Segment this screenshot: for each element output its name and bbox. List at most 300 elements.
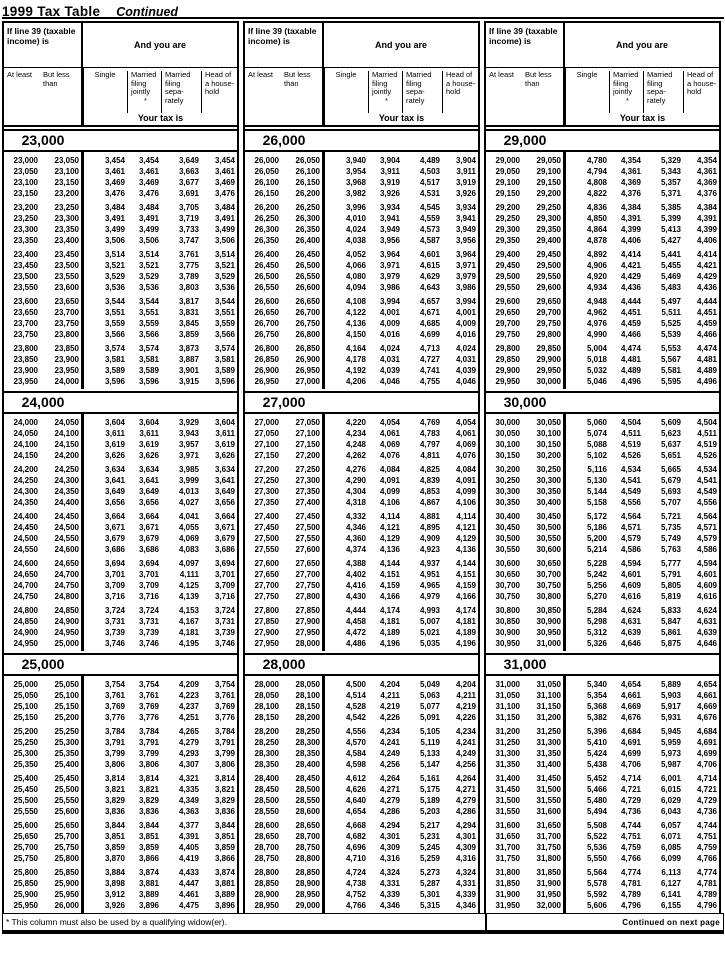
tax-married-separate: 5,903 <box>660 691 681 700</box>
tax-married-joint: 4,616 <box>620 592 641 601</box>
table-row <box>486 784 719 795</box>
tax-single: 4,276 <box>345 465 366 474</box>
table-row <box>486 213 719 224</box>
tax-married-separate: 5,749 <box>660 534 681 543</box>
income-at-least: 25,150 <box>13 713 38 722</box>
section-rows <box>486 152 719 389</box>
tax-head-household: 4,564 <box>696 512 717 521</box>
tax-married-joint: 4,399 <box>620 225 641 234</box>
tax-married-separate: 4,181 <box>178 628 199 637</box>
tax-married-joint: 4,654 <box>620 680 641 689</box>
income-at-least: 26,800 <box>254 344 279 353</box>
income-less-than: 27,150 <box>295 440 320 449</box>
income-at-least: 29,800 <box>495 344 520 353</box>
tax-head-household: 3,544 <box>214 297 235 306</box>
col-header-single: Single <box>335 70 357 79</box>
tax-married-separate: 5,203 <box>419 807 440 816</box>
income-at-least: 30,250 <box>495 476 520 485</box>
income-less-than: 26,650 <box>295 297 320 306</box>
tax-single: 4,822 <box>586 189 607 198</box>
group-sections <box>4 129 237 913</box>
row-block <box>486 726 719 770</box>
income-less-than: 25,100 <box>54 691 79 700</box>
tax-married-separate: 5,245 <box>419 843 440 852</box>
table-row <box>486 591 719 602</box>
tax-married-separate: 4,699 <box>419 330 440 339</box>
tax-head-household: 4,196 <box>455 639 476 648</box>
income-at-least: 31,050 <box>495 691 520 700</box>
tax-married-separate: 5,693 <box>660 487 681 496</box>
tax-head-household: 3,484 <box>214 203 235 212</box>
tax-married-separate: 5,217 <box>419 821 440 830</box>
row-block <box>4 343 237 387</box>
section-banner-label: 27,000 <box>262 394 306 410</box>
table-row <box>486 900 719 911</box>
tax-single: 5,536 <box>586 843 607 852</box>
row-block <box>486 605 719 649</box>
tax-head-household: 4,759 <box>696 843 717 852</box>
table-row <box>4 260 237 271</box>
tax-married-joint: 3,829 <box>138 796 159 805</box>
income-less-than: 24,150 <box>54 440 79 449</box>
section-banner <box>4 391 237 414</box>
income-at-least: 30,000 <box>495 418 520 427</box>
income-less-than: 31,850 <box>536 868 561 877</box>
tax-married-joint: 4,279 <box>379 796 400 805</box>
income-less-than: 27,050 <box>295 418 320 427</box>
income-at-least: 23,550 <box>13 283 38 292</box>
income-at-least: 28,850 <box>254 879 279 888</box>
tax-single: 3,754 <box>104 680 125 689</box>
tax-head-household: 4,054 <box>455 418 476 427</box>
tax-single: 5,494 <box>586 807 607 816</box>
table-row <box>4 166 237 177</box>
income-at-least: 23,050 <box>13 167 38 176</box>
tax-married-joint: 4,039 <box>379 366 400 375</box>
table-row <box>4 249 237 260</box>
income-less-than: 29,300 <box>536 214 561 223</box>
tax-single: 5,172 <box>586 512 607 521</box>
tax-married-separate: 5,007 <box>419 617 440 626</box>
income-less-than: 30,600 <box>536 545 561 554</box>
tax-married-separate: 5,063 <box>419 691 440 700</box>
table-row <box>4 679 237 690</box>
tax-head-household: 4,294 <box>455 821 476 830</box>
tax-head-household: 3,979 <box>455 272 476 281</box>
tax-head-household: 3,799 <box>214 749 235 758</box>
table-groups <box>2 21 724 913</box>
tax-married-separate: 4,097 <box>178 559 199 568</box>
income-at-least: 24,500 <box>13 534 38 543</box>
table-row <box>486 260 719 271</box>
tax-head-household: 3,994 <box>455 297 476 306</box>
tax-married-joint: 4,444 <box>620 297 641 306</box>
income-less-than: 26,700 <box>295 308 320 317</box>
tax-married-separate: 4,657 <box>419 297 440 306</box>
income-at-least: 31,200 <box>495 727 520 736</box>
tax-single: 3,619 <box>104 440 125 449</box>
tax-single: 3,551 <box>104 308 125 317</box>
income-at-least: 24,850 <box>13 617 38 626</box>
tax-head-household: 4,429 <box>696 272 717 281</box>
income-at-least: 26,400 <box>254 250 279 259</box>
tax-head-household: 4,361 <box>696 167 717 176</box>
income-less-than: 25,450 <box>54 774 79 783</box>
tax-head-household: 3,559 <box>214 319 235 328</box>
tax-married-joint: 3,679 <box>138 534 159 543</box>
income-less-than: 29,750 <box>536 319 561 328</box>
income-less-than: 26,300 <box>295 214 320 223</box>
tax-married-joint: 4,181 <box>379 617 400 626</box>
income-less-than: 29,150 <box>536 178 561 187</box>
tax-married-separate: 4,321 <box>178 774 199 783</box>
income-less-than: 26,600 <box>295 283 320 292</box>
tax-married-joint: 4,474 <box>620 344 641 353</box>
table-row <box>486 249 719 260</box>
tax-single: 4,752 <box>345 890 366 899</box>
tax-married-joint: 3,896 <box>138 901 159 910</box>
tax-married-separate: 4,223 <box>178 691 199 700</box>
tax-head-household: 4,279 <box>455 796 476 805</box>
section-banner <box>486 129 719 152</box>
tax-head-household: 4,159 <box>455 581 476 590</box>
tax-married-joint: 4,766 <box>620 854 641 863</box>
tax-married-separate: 5,049 <box>419 680 440 689</box>
tax-head-household: 3,769 <box>214 702 235 711</box>
table-row <box>245 831 478 842</box>
tax-married-joint: 4,174 <box>379 606 400 615</box>
tax-married-joint: 3,859 <box>138 843 159 852</box>
tax-married-joint: 4,264 <box>379 774 400 783</box>
income-at-least: 24,450 <box>13 523 38 532</box>
tax-head-household: 4,331 <box>455 879 476 888</box>
row-block <box>4 155 237 199</box>
table-row <box>4 605 237 616</box>
income-at-least: 24,200 <box>13 465 38 474</box>
tax-single: 4,010 <box>345 214 366 223</box>
tax-single: 3,679 <box>104 534 125 543</box>
tax-married-joint: 4,084 <box>379 465 400 474</box>
table-row <box>486 831 719 842</box>
tax-single: 3,604 <box>104 418 125 427</box>
tax-married-separate: 6,015 <box>660 785 681 794</box>
table-row <box>4 213 237 224</box>
continued-next-page-note: Continued on next page <box>622 917 720 927</box>
tax-married-joint: 3,889 <box>138 890 159 899</box>
tax-single: 4,710 <box>345 854 366 863</box>
income-less-than: 30,300 <box>536 476 561 485</box>
tax-married-separate: 3,789 <box>178 272 199 281</box>
income-less-than: 26,550 <box>295 272 320 281</box>
table-row <box>486 417 719 428</box>
tax-married-joint: 4,376 <box>620 189 641 198</box>
income-at-least: 26,850 <box>254 355 279 364</box>
income-at-least: 27,150 <box>254 451 279 460</box>
tax-single: 3,870 <box>104 854 125 863</box>
tax-married-joint: 3,469 <box>138 178 159 187</box>
income-at-least: 24,550 <box>13 545 38 554</box>
table-row <box>4 202 237 213</box>
tax-single: 3,559 <box>104 319 125 328</box>
tax-married-joint: 4,061 <box>379 429 400 438</box>
tax-married-separate: 4,783 <box>419 429 440 438</box>
table-row <box>4 318 237 329</box>
tax-married-joint: 3,949 <box>379 225 400 234</box>
tax-married-joint: 4,691 <box>620 738 641 747</box>
tax-single: 4,080 <box>345 272 366 281</box>
tax-head-household: 4,729 <box>696 796 717 805</box>
table-row <box>245 450 478 461</box>
tax-married-joint: 4,646 <box>620 639 641 648</box>
tax-married-joint: 4,729 <box>620 796 641 805</box>
table-row <box>486 296 719 307</box>
tax-single: 3,940 <box>345 156 366 165</box>
income-less-than: 24,550 <box>54 534 79 543</box>
table-row <box>486 464 719 475</box>
table-row <box>245 464 478 475</box>
tax-married-separate: 5,427 <box>660 236 681 245</box>
tax-married-separate: 5,287 <box>419 879 440 888</box>
income-less-than: 31,250 <box>536 727 561 736</box>
tax-head-household: 4,271 <box>455 785 476 794</box>
income-at-least: 30,150 <box>495 451 520 460</box>
table-row <box>245 627 478 638</box>
tax-married-joint: 3,881 <box>138 879 159 888</box>
income-less-than: 31,100 <box>536 691 561 700</box>
tax-head-household: 4,211 <box>456 691 476 700</box>
tax-single: 5,312 <box>586 628 607 637</box>
tax-single: 5,186 <box>586 523 607 532</box>
income-at-least: 30,350 <box>495 498 520 507</box>
income-at-least: 27,500 <box>254 534 279 543</box>
tax-married-separate: 5,581 <box>660 366 681 375</box>
tax-single: 3,656 <box>104 498 125 507</box>
tax-married-joint: 3,491 <box>138 214 159 223</box>
income-at-least: 26,500 <box>254 272 279 281</box>
tax-head-household: 3,701 <box>214 570 235 579</box>
tax-married-joint: 4,751 <box>620 832 641 841</box>
income-at-least: 31,100 <box>495 702 520 711</box>
tax-head-household: 4,129 <box>455 534 476 543</box>
tax-married-joint: 4,339 <box>379 890 400 899</box>
income-less-than: 31,750 <box>536 843 561 852</box>
table-row <box>245 296 478 307</box>
row-block <box>4 202 237 246</box>
tax-married-joint: 3,581 <box>138 355 159 364</box>
tax-head-household: 4,031 <box>455 355 476 364</box>
tax-married-joint: 4,241 <box>379 738 400 747</box>
tax-married-separate: 5,147 <box>419 760 440 769</box>
tax-single: 5,452 <box>586 774 607 783</box>
table-row <box>486 878 719 889</box>
table-row <box>4 343 237 354</box>
section-banner <box>4 129 237 152</box>
tax-single: 3,739 <box>104 628 125 637</box>
tax-married-separate: 4,951 <box>419 570 440 579</box>
tax-single: 4,150 <box>345 330 366 339</box>
table-row <box>4 842 237 853</box>
tax-married-joint: 4,211 <box>380 691 400 700</box>
tax-married-separate: 4,895 <box>419 523 440 532</box>
tax-head-household: 3,911 <box>456 167 476 176</box>
married-jointly-label: Married filing jointly <box>372 70 398 96</box>
tax-married-joint: 4,316 <box>379 854 400 863</box>
tax-married-joint: 4,676 <box>620 713 641 722</box>
income-less-than: 27,500 <box>295 523 320 532</box>
tax-single: 4,934 <box>586 283 607 292</box>
married-jointly-label: Married filing jointly <box>613 70 639 96</box>
tax-head-household: 4,001 <box>455 308 476 317</box>
income-at-least: 24,000 <box>13 418 38 427</box>
table-row <box>245 428 478 439</box>
tax-single: 3,491 <box>104 214 125 223</box>
income-less-than: 28,750 <box>295 843 320 852</box>
tax-married-separate: 4,111 <box>179 570 199 579</box>
tax-head-household: 3,724 <box>214 606 235 615</box>
income-less-than: 24,500 <box>54 523 79 532</box>
income-less-than: 25,150 <box>54 702 79 711</box>
tax-married-joint: 4,091 <box>379 476 400 485</box>
tax-married-joint: 3,709 <box>138 581 159 590</box>
tax-head-household: 3,776 <box>214 713 235 722</box>
tax-married-joint: 3,919 <box>379 178 400 187</box>
tax-head-household: 4,039 <box>455 366 476 375</box>
tax-married-separate: 3,733 <box>178 225 199 234</box>
group-header-top-row <box>4 23 237 68</box>
income-less-than: 23,700 <box>54 308 79 317</box>
income-at-least: 25,200 <box>13 727 38 736</box>
table-row <box>4 853 237 864</box>
tax-married-separate: 5,623 <box>660 429 681 438</box>
tax-married-separate: 4,755 <box>419 377 440 386</box>
income-less-than: 28,950 <box>295 890 320 899</box>
tax-married-separate: 5,455 <box>660 261 681 270</box>
tax-married-separate: 4,013 <box>178 487 199 496</box>
tax-married-separate: 3,915 <box>178 377 199 386</box>
tax-married-separate: 3,831 <box>178 308 199 317</box>
income-less-than: 29,850 <box>536 344 561 353</box>
tax-head-household: 4,534 <box>696 465 717 474</box>
tax-head-household: 4,624 <box>696 606 717 615</box>
tax-head-household: 4,526 <box>696 451 717 460</box>
tax-married-joint: 4,534 <box>620 465 641 474</box>
income-less-than: 23,200 <box>54 189 79 198</box>
tax-head-household: 3,589 <box>214 366 235 375</box>
tax-single: 3,521 <box>104 261 125 270</box>
income-less-than: 31,300 <box>536 738 561 747</box>
table-row <box>4 235 237 246</box>
income-less-than: 30,000 <box>536 377 561 386</box>
col-header-married-filing-jointly <box>127 71 161 113</box>
tax-head-household: 3,641 <box>214 476 235 485</box>
tax-married-separate: 4,027 <box>178 498 199 507</box>
income-less-than: 29,050 <box>536 156 561 165</box>
income-at-least: 31,350 <box>495 760 520 769</box>
income-less-than: 27,350 <box>295 487 320 496</box>
row-block <box>486 511 719 555</box>
tax-single: 3,484 <box>104 203 125 212</box>
table-row <box>486 737 719 748</box>
tax-single: 5,480 <box>586 796 607 805</box>
tax-single: 5,550 <box>586 854 607 863</box>
col-header-at-least: At least <box>248 70 274 79</box>
income-less-than: 30,050 <box>536 418 561 427</box>
tax-head-household: 4,601 <box>696 570 717 579</box>
income-less-than: 23,150 <box>54 178 79 187</box>
tax-married-joint: 4,196 <box>379 639 400 648</box>
tax-married-joint: 4,286 <box>379 807 400 816</box>
table-row <box>4 795 237 806</box>
income-less-than: 31,200 <box>536 713 561 722</box>
tax-married-joint: 4,714 <box>620 774 641 783</box>
row-block <box>245 726 478 770</box>
tax-married-separate: 4,419 <box>178 854 199 863</box>
income-less-than: 30,750 <box>536 581 561 590</box>
tax-married-joint: 4,609 <box>620 581 641 590</box>
income-at-least: 25,450 <box>13 785 38 794</box>
tax-single: 5,326 <box>586 639 607 648</box>
your-tax-is-label: Your tax is <box>378 113 425 123</box>
tax-head-household: 4,571 <box>696 523 717 532</box>
tax-head-household: 4,136 <box>455 545 476 554</box>
income-less-than: 23,900 <box>54 355 79 364</box>
income-less-than: 31,650 <box>536 821 561 830</box>
tax-single: 5,256 <box>586 581 607 590</box>
tax-single: 5,592 <box>586 890 607 899</box>
tax-head-household: 4,511 <box>697 429 717 438</box>
tax-head-household: 4,151 <box>455 570 476 579</box>
tax-married-separate: 5,735 <box>660 523 681 532</box>
tax-married-separate: 4,125 <box>178 581 199 590</box>
income-at-least: 31,950 <box>495 901 520 910</box>
income-at-least: 24,650 <box>13 570 38 579</box>
group-header <box>4 23 237 127</box>
tax-married-separate: 5,917 <box>660 702 681 711</box>
tax-single: 3,649 <box>104 487 125 496</box>
income-less-than: 23,050 <box>54 156 79 165</box>
tax-single: 3,596 <box>104 377 125 386</box>
income-at-least: 28,200 <box>254 727 279 736</box>
tax-single: 3,769 <box>104 702 125 711</box>
tax-married-separate: 4,685 <box>419 319 440 328</box>
tax-married-separate: 5,483 <box>660 283 681 292</box>
table-row <box>4 188 237 199</box>
section-banner-label: 28,000 <box>262 656 306 672</box>
tax-single: 5,564 <box>586 868 607 877</box>
tax-head-household: 4,076 <box>455 451 476 460</box>
tax-single: 5,466 <box>586 785 607 794</box>
tax-head-household: 3,896 <box>214 901 235 910</box>
table-row <box>245 569 478 580</box>
tax-single: 3,476 <box>104 189 125 198</box>
tax-married-joint: 4,361 <box>620 167 641 176</box>
tax-single: 4,430 <box>345 592 366 601</box>
table-row <box>245 307 478 318</box>
tax-married-separate: 4,825 <box>419 465 440 474</box>
income-bracket-section <box>245 129 478 389</box>
tax-head-household: 4,256 <box>455 760 476 769</box>
tax-married-separate: 5,763 <box>660 545 681 554</box>
qualifying-widow-footnote: * This column must also be used by a qualifying widow(er). <box>6 917 227 927</box>
tax-married-separate: 5,637 <box>660 440 681 449</box>
income-at-least: 29,450 <box>495 261 520 270</box>
tax-married-joint: 3,656 <box>138 498 159 507</box>
income-less-than: 26,100 <box>295 167 320 176</box>
row-block <box>486 679 719 723</box>
row-block <box>245 773 478 817</box>
tax-married-joint: 4,429 <box>620 272 641 281</box>
table-row <box>245 249 478 260</box>
